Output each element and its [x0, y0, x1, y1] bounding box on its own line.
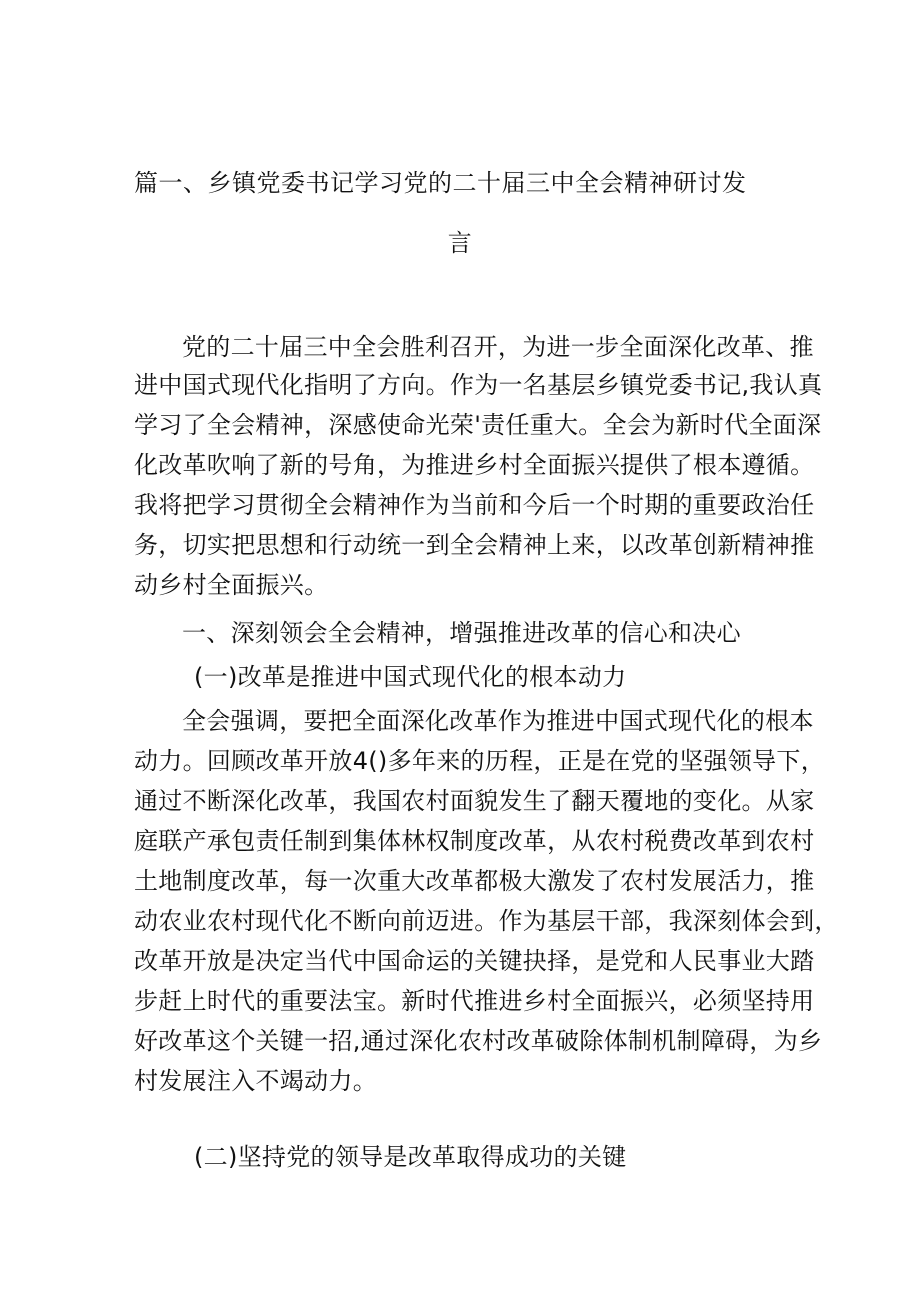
paragraph-line: 好改革这个关键一招,通过深化农村改革破除体制机制障碍，为乡	[134, 1027, 823, 1055]
subsection-heading: (二)坚持党的领导是改革取得成功的关键	[194, 1143, 627, 1171]
section-heading: 一、深刻领会全会精神，增强推进改革的信心和决心	[182, 619, 741, 647]
paragraph-line: 通过不断深化改革，我国农村面貌发生了翻天覆地的变化。从家	[134, 787, 815, 815]
paragraph-line: 动农业农村现代化不断向前迈进。作为基层干部，我深刻体会到，	[134, 907, 839, 935]
document-title-line-2: 言	[447, 229, 473, 257]
document-title-line-1: 篇一、乡镇党委书记学习党的二十届三中全会精神研讨发	[134, 169, 747, 197]
paragraph-line: 动乡村全面振兴。	[134, 571, 329, 599]
paragraph-line: 我将把学习贯彻全会精神作为当前和今后一个时期的重要政治任	[134, 491, 815, 519]
paragraph-line: 党的二十届三中全会胜利召开，为进一步全面深化改革、推	[182, 333, 814, 361]
paragraph-line: 化改革吹响了新的号角，为推进乡村全面振兴提供了根本遵循。	[134, 451, 815, 479]
paragraph-line: 全会强调，要把全面深化改革作为推进中国式现代化的根本	[182, 707, 814, 735]
subsection-heading: (一)改革是推进中国式现代化的根本动力	[194, 663, 627, 691]
paragraph-line: 土地制度改革，每一次重大改革都极大激发了农村发展活力，推	[134, 867, 815, 895]
paragraph-line: 改革开放是决定当代中国命运的关键抉择，是党和人民事业大踏	[134, 947, 815, 975]
paragraph-line: 动力。回顾改革开放4()多年来的历程，正是在党的坚强领导下，	[134, 747, 825, 775]
paragraph-line: 庭联产承包责任制到集体林权制度改革，从农村税费改革到农村	[134, 827, 815, 855]
paragraph-line: 进中国式现代化指明了方向。作为一名基层乡镇党委书记,我认真	[134, 371, 823, 399]
paragraph-line: 步赶上时代的重要法宝。新时代推进乡村全面振兴，必须坚持用	[134, 987, 815, 1015]
paragraph-line: 务，切实把思想和行动统一到全会精神上来，以改革创新精神推	[134, 531, 815, 559]
paragraph-line: 学习了全会精神，深感使命光荣'责任重大。全会为新时代全面深	[134, 411, 822, 439]
paragraph-line: 村发展注入不竭动力。	[134, 1067, 377, 1095]
